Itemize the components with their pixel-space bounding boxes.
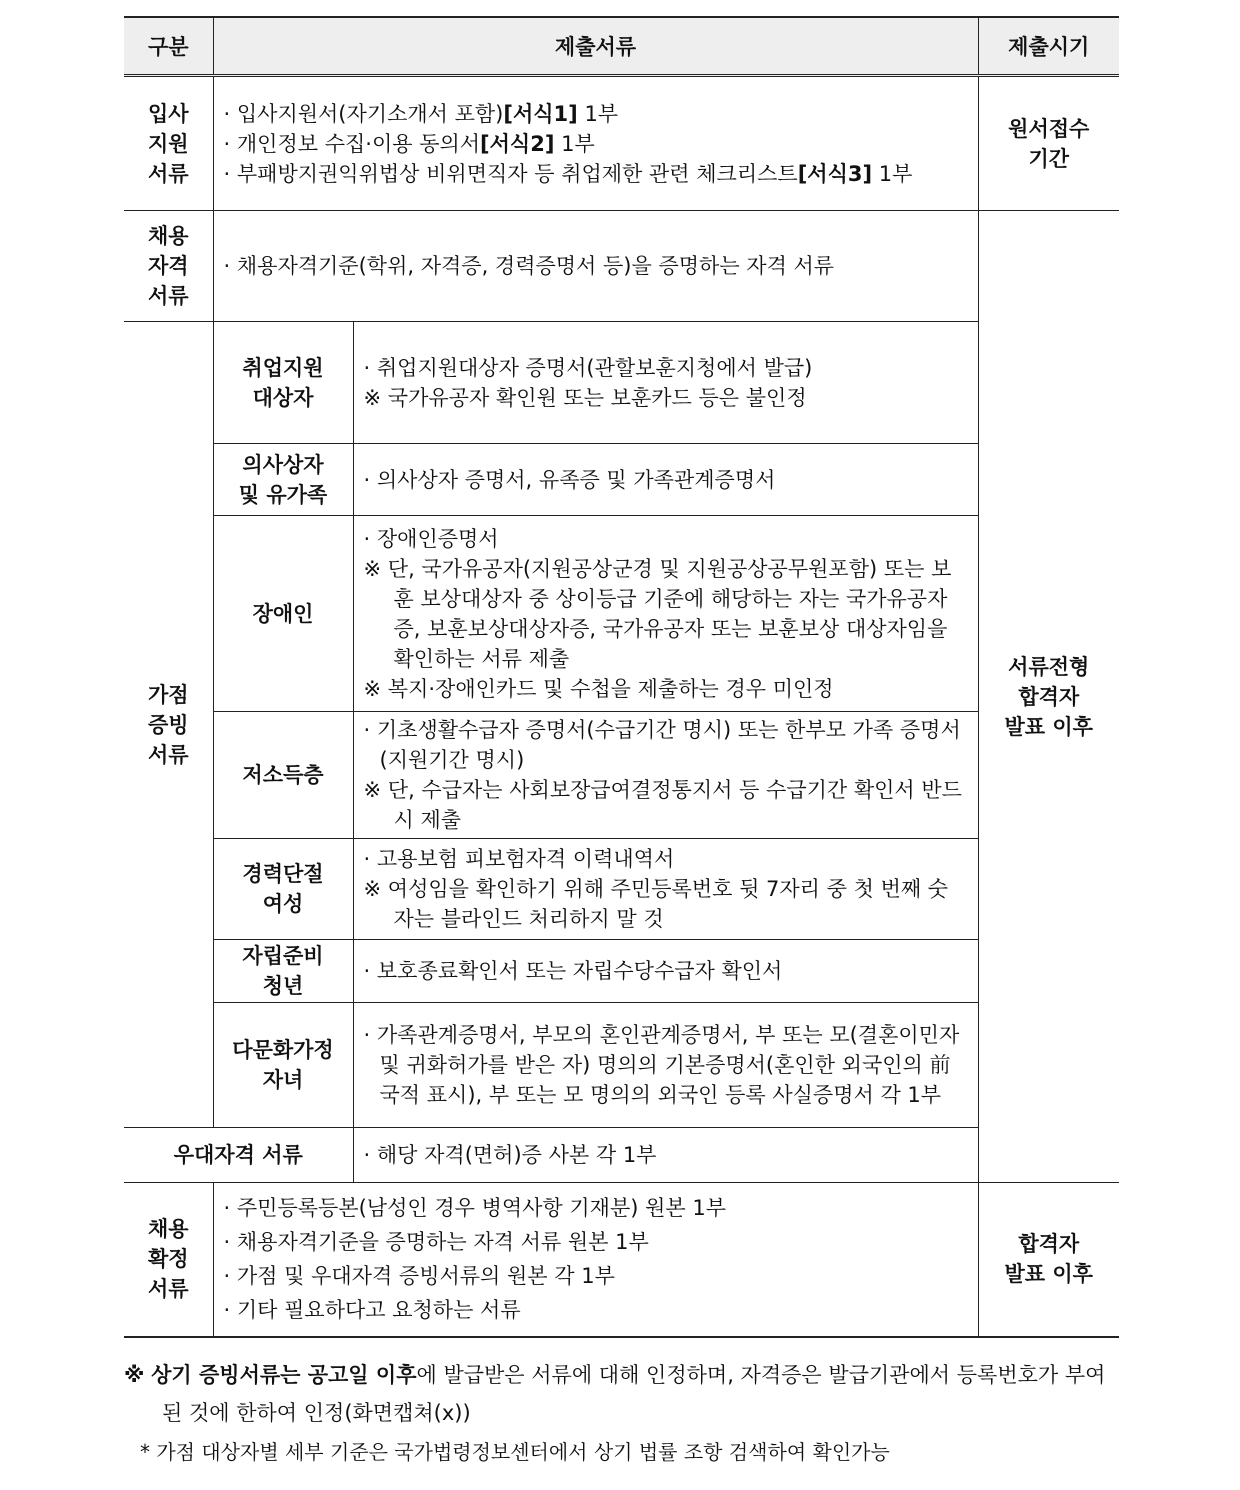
bullet: ·: [363, 718, 371, 742]
table-row-application: [124, 76, 1119, 211]
bullet: ·: [363, 1023, 371, 1047]
bullet: ·: [223, 1298, 231, 1323]
list-item: · 채용자격기준(학위, 자격증, 경력증명서 등)을 증명하는 자격 서류: [223, 254, 835, 278]
table-header-row: [124, 17, 1119, 76]
list-item: · 가족관계증명서, 부모의 혼인관계증명서, 부 또는 모(결혼이민자 및 귀화허가를 받은 자) 명의의 기본증명서(혼인한 외국인의 前 국적 표시), 부 또는 모 명의의 외국인 등록 사실증명서 각 1부: [363, 1023, 960, 1107]
bullet: ·: [223, 1264, 231, 1289]
list-item: · 가점 및 우대자격 증빙서류의 원본 각 1부: [223, 1264, 615, 1289]
category-qualification: 채용 자격 서류: [124, 211, 213, 322]
table-row-qualification: [124, 211, 1119, 322]
list-item: · 고용보험 피보험자격 이력내역서: [363, 847, 675, 871]
form-ref: [서식1]: [503, 101, 578, 126]
bullet: ·: [223, 161, 231, 186]
category-preferential: 우대자격 서류: [124, 1128, 353, 1183]
list-item: · 부패방지권익위법상 비위면직자 등 취업제한 관련 체크리스트[서식3] 1부: [223, 161, 913, 186]
sub-label-employment-support: 취업지원 대상자: [213, 322, 353, 444]
bullet: ·: [363, 526, 371, 551]
table-row-bonus-employment: [124, 322, 1119, 444]
table-row-bonus-career-break: [124, 839, 1119, 940]
note-item: ※ 복지·장애인카드 및 수첩을 제출하는 경우 미인정: [363, 676, 834, 701]
sub-label-disabled: 장애인: [213, 516, 353, 712]
category-application: 입사 지원 서류: [124, 76, 213, 211]
docs-application: [213, 76, 978, 211]
sub-label-righteous: 의사상자 및 유가족: [213, 444, 353, 516]
note-mark: ※: [363, 778, 382, 802]
list-item: · 기타 필요하다고 요청하는 서류: [223, 1298, 521, 1323]
category-confirmation: 채용 확정 서류: [124, 1183, 213, 1337]
list-item: · 개인정보 수집·이용 동의서[서식2] 1부: [223, 131, 595, 156]
bullet: ·: [363, 847, 371, 871]
bullet: ·: [223, 1230, 231, 1255]
note-mark: ※: [363, 676, 382, 701]
documents-table: [124, 16, 1119, 1338]
table-row-confirmation: [124, 1183, 1119, 1337]
category-bonus: 가점 증빙 서류: [124, 322, 213, 1128]
footnote-mark: ※: [124, 1363, 145, 1387]
docs-employment-support: [353, 322, 978, 444]
note-mark: ※: [363, 385, 382, 410]
timing-application: 원서접수 기간: [978, 76, 1119, 211]
bullet: ·: [223, 131, 231, 156]
list-item: · 기초생활수급자 증명서(수급기간 명시) 또는 한부모 가족 증명서(지원기간 명시): [363, 718, 961, 772]
docs-career-break: [353, 839, 978, 940]
docs-righteous: [353, 444, 978, 516]
sub-label-youth: 자립준비 청년: [213, 940, 353, 1003]
list-item: · 해당 자격(면허)증 사본 각 1부: [363, 1143, 657, 1167]
table-row-preferential: [124, 1128, 1119, 1183]
bullet: ·: [363, 467, 371, 492]
bullet: ·: [363, 355, 371, 380]
list-item: · 입사지원서(자기소개서 포함)[서식1] 1부: [223, 101, 619, 126]
table-row-bonus-multicultural: [124, 1003, 1119, 1128]
list-item: · 취업지원대상자 증명서(관할보훈지청에서 발급): [363, 355, 813, 380]
docs-disabled: [353, 516, 978, 712]
bullet: ·: [363, 959, 371, 983]
table-row-bonus-disabled: [124, 516, 1119, 712]
sub-label-career-break: 경력단절 여성: [213, 839, 353, 940]
bullet: ·: [223, 254, 231, 278]
form-ref: [서식3]: [797, 161, 873, 186]
header-timing: 제출시기: [978, 17, 1119, 76]
bullet: ·: [363, 1143, 371, 1167]
footnote-main: [124, 1356, 1124, 1432]
note-item: ※ 국가유공자 확인원 또는 보훈카드 등은 불인정: [363, 385, 807, 410]
form-ref: [서식2]: [480, 131, 555, 156]
table-row-bonus-righteous: [124, 444, 1119, 516]
table-row-bonus-youth: [124, 940, 1119, 1003]
docs-preferential: [353, 1128, 978, 1183]
bullet: ·: [223, 101, 231, 126]
header-category: 구분: [124, 17, 213, 76]
list-item: · 보호종료확인서 또는 자립수당수급자 확인서: [363, 959, 783, 983]
footnote-text: 에 발급받은 서류에 대해 인정하며, 자격증은 발급기관에서 등록번호가 부여된 것에 한하여 인정(화면캡쳐(x)): [162, 1363, 1106, 1425]
docs-youth: [353, 940, 978, 1003]
note-item: ※ 여성임을 확인하기 위해 주민등록번호 뒷 7자리 중 첫 번째 숫자는 블라인드 처리하지 말 것: [363, 877, 949, 931]
list-item: · 장애인증명서: [363, 526, 499, 551]
docs-qualification: [213, 211, 978, 322]
note-item: ※ 단, 수급자는 사회보장급여결정통지서 등 수급기간 확인서 반드시 제출: [363, 778, 962, 832]
footnote-bold-text: 상기 증빙서류는 공고일 이후: [151, 1363, 417, 1387]
footnote-secondary: * 가점 대상자별 세부 기준은 국가법령정보센터에서 상기 법률 조항 검색하여 확인가능: [140, 1440, 890, 1464]
sub-label-multicultural: 다문화가정 자녀: [213, 1003, 353, 1128]
list-item: · 의사상자 증명서, 유족증 및 가족관계증명서: [363, 467, 776, 492]
docs-multicultural: [353, 1003, 978, 1128]
list-item: · 주민등록등본(남성인 경우 병역사항 기재분) 원본 1부: [223, 1196, 727, 1221]
table-row-bonus-low-income: [124, 712, 1119, 839]
docs-low-income: [353, 712, 978, 839]
note-item: ※ 단, 국가유공자(지원공상군경 및 지원공상공무원포함) 또는 보훈 보상대상자 중 상이등급 기준에 해당하는 자는 국가유공자증, 보훈보상대상자증, 국가유공자 또는 보훈보상 대상자임을 확인하는 서류 제출: [363, 556, 952, 671]
timing-confirmation: 합격자 발표 이후: [978, 1183, 1119, 1337]
bullet: ·: [223, 1196, 231, 1221]
note-mark: ※: [363, 877, 382, 901]
sub-label-low-income: 저소득층: [213, 712, 353, 839]
note-mark: ※: [363, 556, 382, 581]
timing-middle: 서류전형 합격자 발표 이후: [978, 211, 1119, 1183]
list-item: · 채용자격기준을 증명하는 자격 서류 원본 1부: [223, 1230, 649, 1255]
header-documents: 제출서류: [213, 17, 978, 76]
docs-confirmation: [213, 1183, 978, 1337]
